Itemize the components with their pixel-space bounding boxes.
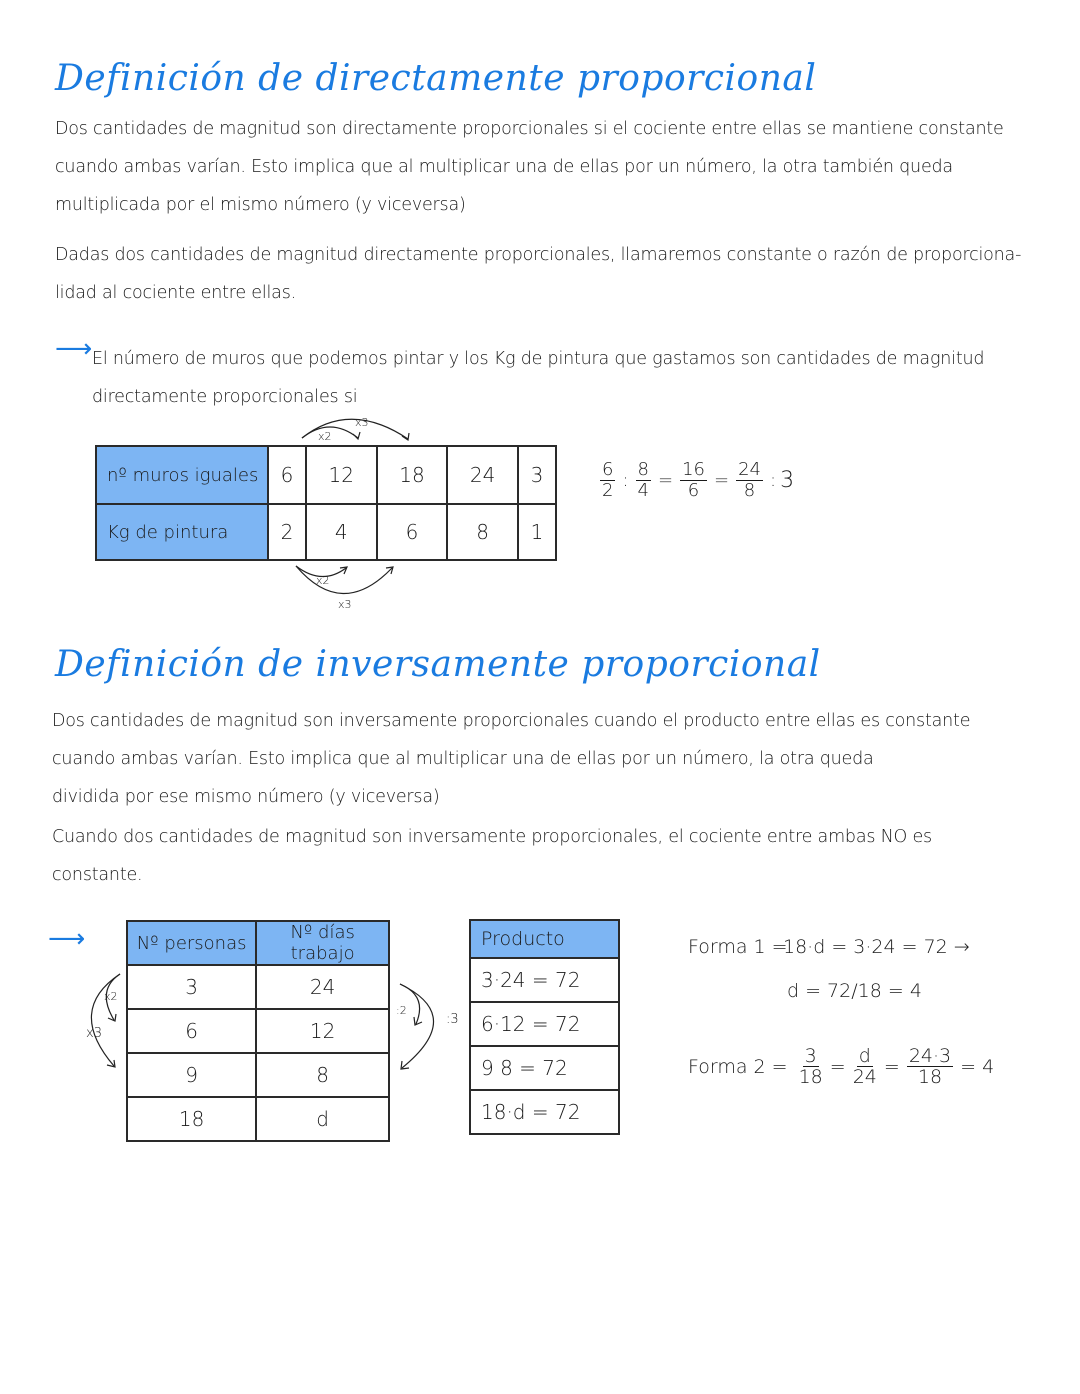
direct-definition-paragraph (55, 110, 1004, 224)
fraction: $\frac{6}{2}$ (602, 459, 614, 501)
row-header: nº muros iguales (96, 446, 268, 504)
text-line: multiplicada por el mismo número (y viceversa) (55, 195, 466, 215)
table-cell: 4 (306, 504, 377, 560)
annotation-x3-bottom: x3 (338, 598, 352, 611)
forma1-result: d = 72/18 = 4 (787, 980, 922, 1002)
right-arrow-icon: ⟶ (55, 334, 93, 364)
direct-ratio-equation: $\frac{6}{2}$ : $\frac{8}{4}$ = $\frac{16}{6}$ = $\frac{24}{8}$ : 3 (602, 459, 795, 501)
table-cell: 6 (268, 446, 306, 504)
fraction: $\frac{24\cdot 3}{18}$ (908, 1045, 952, 1088)
text-line: Dos cantidades de magnitud son directamente proporcionales si el cociente entre ellas se mantiene constante (55, 119, 1004, 139)
table-cell: 8 (447, 504, 518, 560)
direct-example-text (92, 340, 984, 416)
table-row (127, 1009, 389, 1053)
forma2-equation: Forma 2 = $\frac{3}{18}$ = $\frac{d}{24}$ = $\frac{24\cdot 3}{18}$ = 4 (688, 1045, 995, 1088)
table-cell: 3·24 = 72 (470, 958, 619, 1002)
section-title-inverse: Definición de inversamente proporcional (55, 644, 821, 685)
table-row (470, 1090, 619, 1134)
column-header: Nº días trabajo (256, 921, 389, 965)
text-line: dividida por ese mismo número (y viceversa) (52, 787, 440, 807)
row-header: Kg de pintura (96, 504, 268, 560)
fraction: $\frac{3}{18}$ (798, 1045, 823, 1088)
table-header-row (127, 921, 389, 965)
direct-proportion-table (95, 445, 557, 561)
fraction: $\frac{24}{8}$ (738, 459, 761, 501)
table-cell: 8 (256, 1053, 389, 1097)
ratio-result: 3 (780, 468, 795, 493)
table-cell: 3 (127, 965, 256, 1009)
table-cell: 6 (127, 1009, 256, 1053)
annotation-x3-left: x3 (86, 1026, 102, 1041)
divide-arcs-right-icon (396, 980, 446, 1080)
table-cell: 9 (127, 1053, 256, 1097)
table-cell: 12 (306, 446, 377, 504)
column-header: Producto (470, 920, 619, 958)
table-cell: 2 (268, 504, 306, 560)
table-cell: 18·d = 72 (470, 1090, 619, 1134)
table-row (127, 965, 389, 1009)
fraction: $\frac{d}{24}$ (852, 1045, 877, 1088)
inverse-quotient-paragraph (52, 818, 932, 894)
forma2-label: Forma 2 = (688, 1055, 788, 1078)
table-row (96, 446, 556, 504)
annotation-x2-bottom: x2 (316, 574, 330, 587)
annotation-x2-left: x2 (104, 990, 118, 1003)
annotation-div2-right: :2 (396, 1004, 407, 1017)
table-cell: d (256, 1097, 389, 1141)
direct-constant-paragraph (55, 236, 1021, 312)
table-row (127, 1097, 389, 1141)
table-cell: 12 (256, 1009, 389, 1053)
table-cell: 1 (518, 504, 556, 560)
text-line: directamente proporcionales si (92, 387, 358, 407)
fraction: $\frac{16}{6}$ (682, 459, 705, 501)
table-row (127, 1053, 389, 1097)
annotation-x2-top: x2 (318, 430, 332, 443)
table-cell: 24 (447, 446, 518, 504)
table-cell: 24 (256, 965, 389, 1009)
forma1-label: Forma 1 = (688, 936, 788, 958)
table-cell: 18 (127, 1097, 256, 1141)
text-line: cuando ambas varían. Esto implica que al multiplicar una de ellas por un número, la otra queda (52, 749, 874, 769)
product-table (469, 919, 620, 1135)
section-title-direct: Definición de directamente proporcional (55, 58, 817, 99)
forma2-result: = 4 (960, 1055, 995, 1078)
table-cell: 6 (377, 504, 448, 560)
table-row (470, 1046, 619, 1090)
multiply-arcs-bottom-icon (292, 562, 402, 602)
multiply-arcs-left-icon (76, 970, 126, 1070)
annotation-x3-top: x3 (355, 416, 369, 429)
text-line: Dos cantidades de magnitud son inversamente proporcionales cuando el producto entre ellas es constante (52, 711, 971, 731)
table-row (96, 504, 556, 560)
inverse-proportion-table (126, 920, 390, 1142)
text-line: Cuando dos cantidades de magnitud son inversamente proporcionales, el cociente entre ambas NO es (52, 827, 932, 847)
table-cell: 18 (377, 446, 448, 504)
text-line: constante. (52, 865, 143, 885)
table-header-row (470, 920, 619, 958)
table-row (470, 958, 619, 1002)
table-cell: 9 8 = 72 (470, 1046, 619, 1090)
table-cell: 6·12 = 72 (470, 1002, 619, 1046)
table-row (470, 1002, 619, 1046)
forma1-equation: 18·d = 3·24 = 72 → (783, 936, 970, 958)
text-line: cuando ambas varían. Esto implica que al multiplicar una de ellas por un número, la otra también queda (55, 157, 953, 177)
column-header: Nº personas (127, 921, 256, 965)
annotation-div3-right: :3 (446, 1012, 459, 1027)
right-arrow-icon: ⟶ (48, 924, 86, 954)
text-line: El número de muros que podemos pintar y los Kg de pintura que gastamos son cantidades de magnitud (92, 349, 985, 369)
text-line: Dadas dos cantidades de magnitud directamente proporcionales, llamaremos constante o razón de proporciona- (55, 245, 1022, 265)
table-cell: 3 (518, 446, 556, 504)
inverse-definition-paragraph (52, 702, 970, 816)
fraction: $\frac{8}{4}$ (637, 459, 649, 501)
text-line: lidad al cociente entre ellas. (55, 283, 296, 303)
